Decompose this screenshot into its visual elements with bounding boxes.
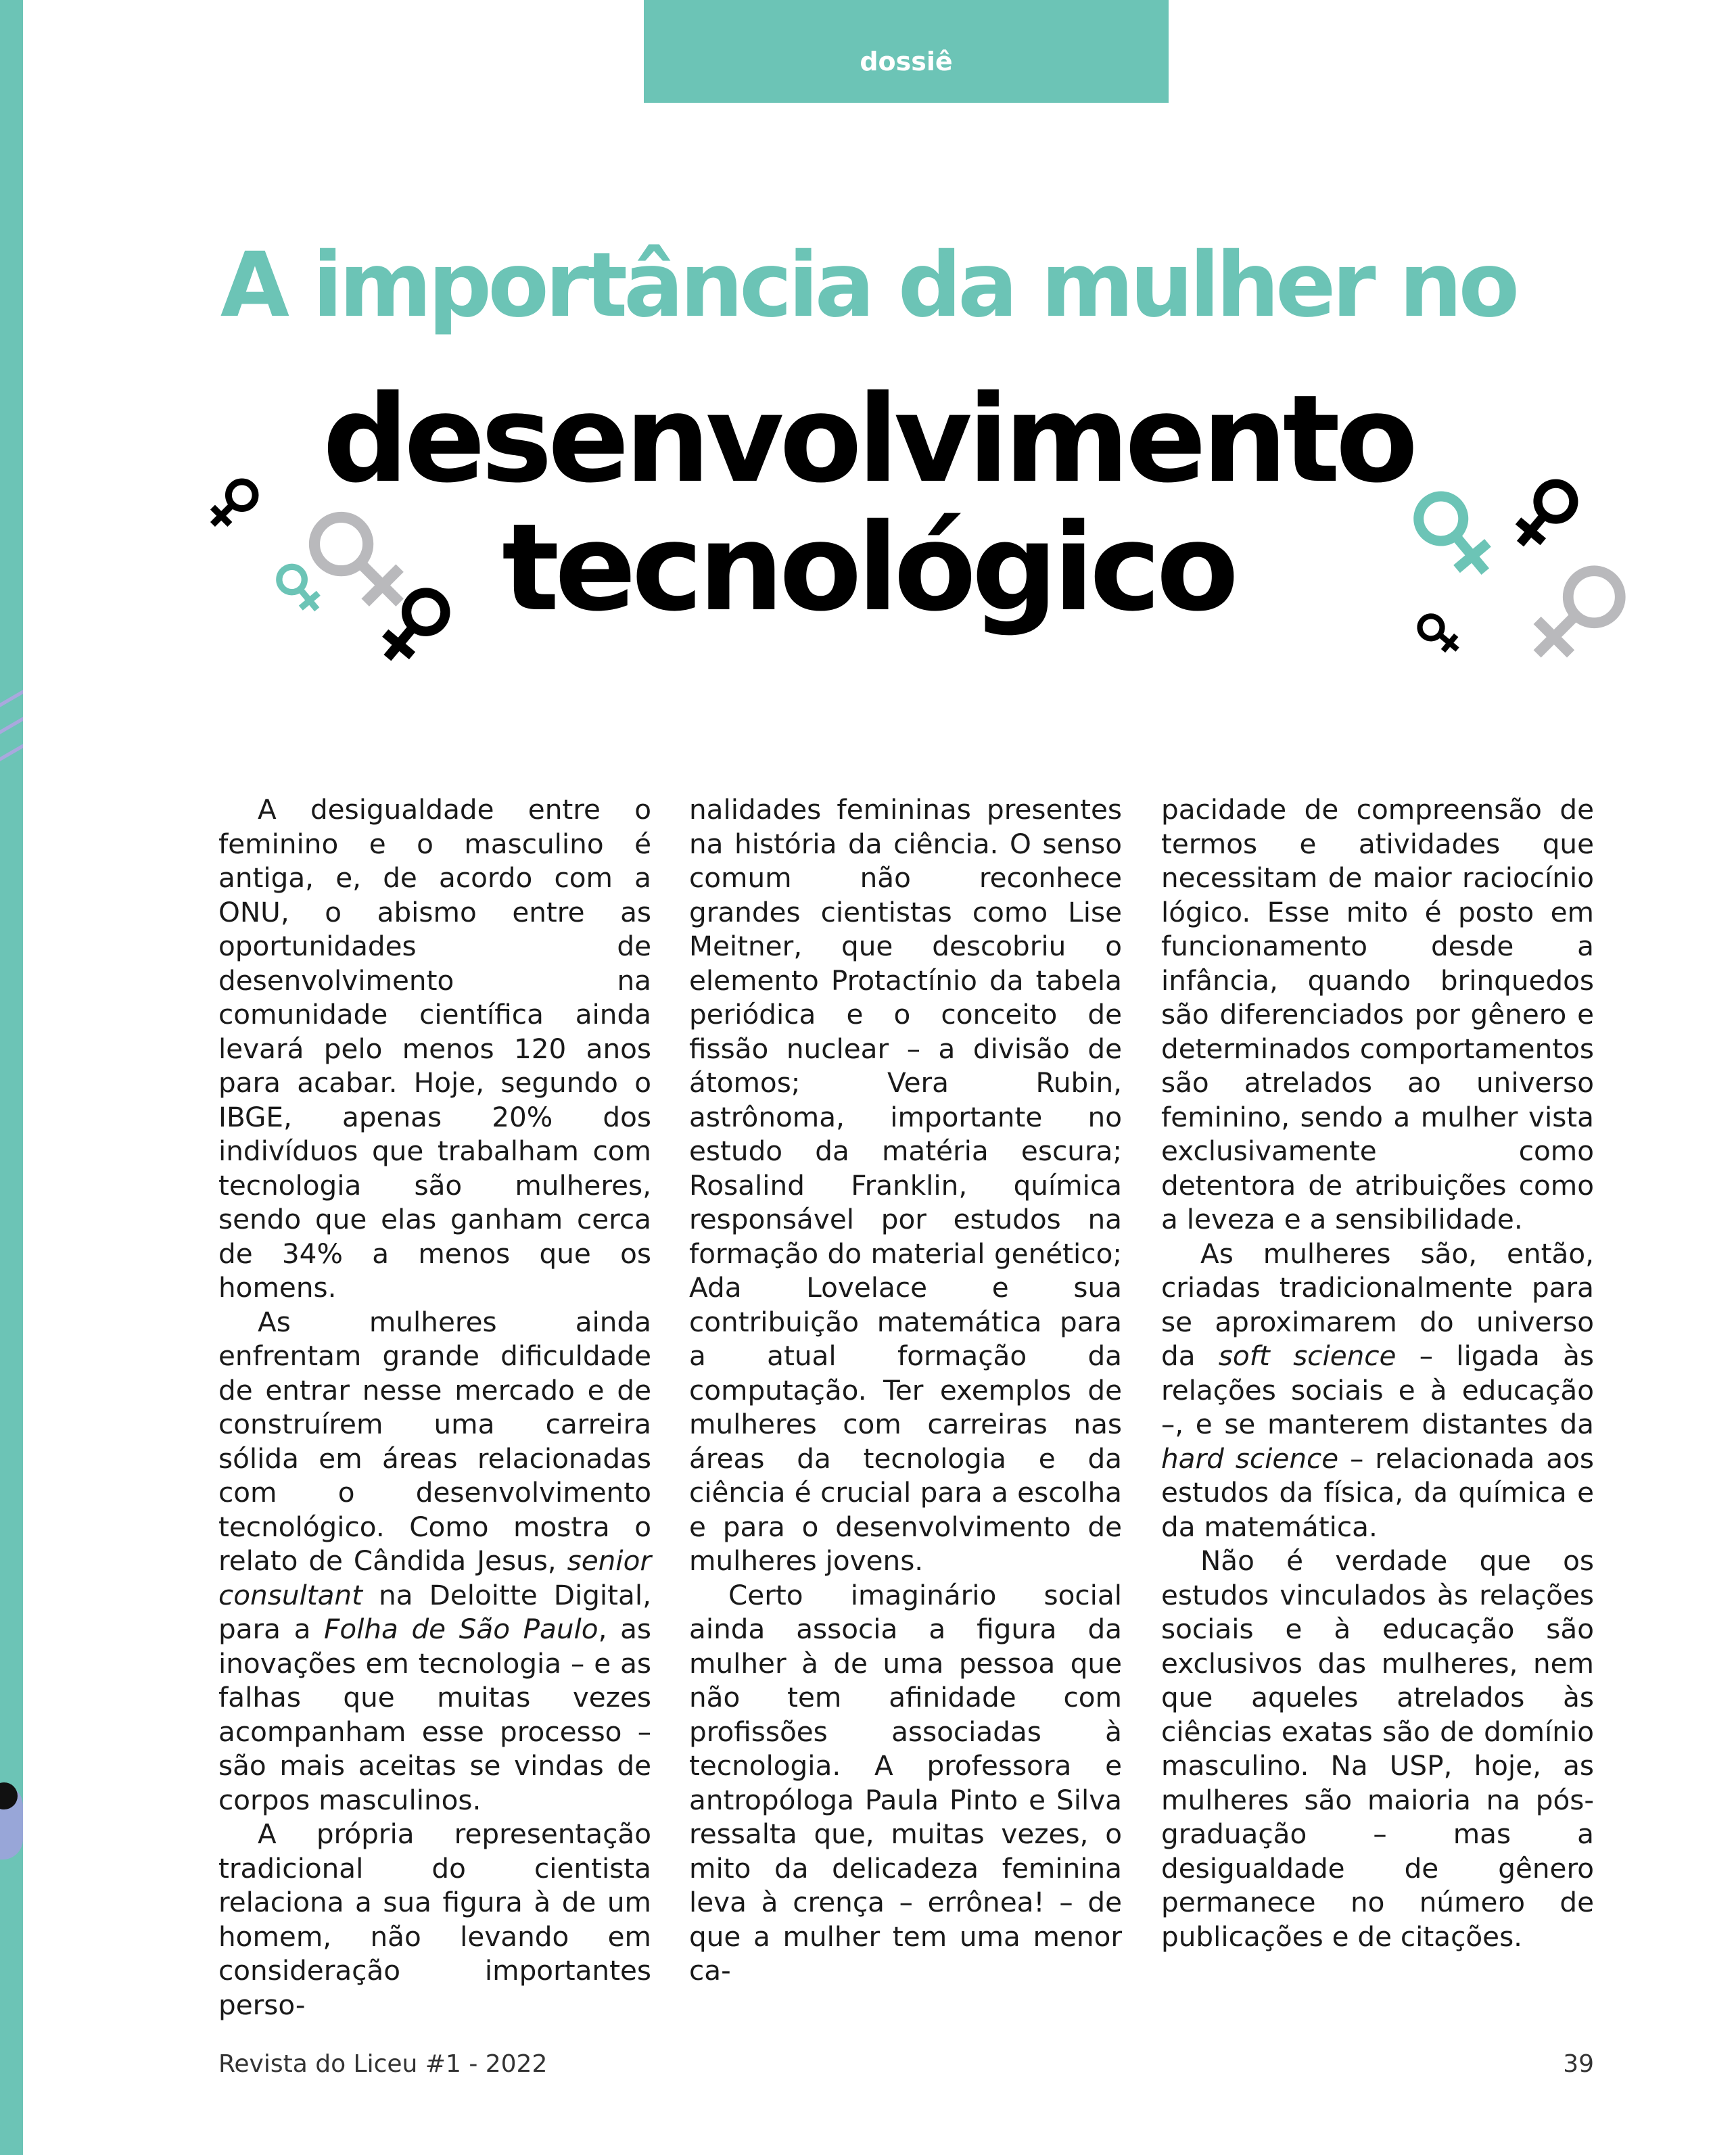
article-column-1 — [218, 792, 651, 2022]
female-symbol-icon — [1413, 609, 1464, 659]
paragraph: As mulheres são, então, criadas tradicionalmente para se aproximarem do universo da soft science – ligada às relações sociais e à educação –, e se manterem distantes da hard science – relacionada aos estudos da física, da química e da matemática. — [1161, 1237, 1594, 1543]
female-symbol-icon — [1518, 554, 1637, 673]
paragraph: Certo imaginário social ainda associa a figura da mulher à de uma pessoa que não tem afinidade com profissões associadas à tecnologia. A professora e antropóloga Paula Pinto e Silva ressalta que, muitas vezes, o mito da delicadeza feminina leva à crença – errônea! – de que a mulher tem uma menor ca- — [689, 1578, 1122, 1987]
article-title-line3: tecnológico — [502, 498, 1234, 638]
paragraph: nalidades femininas presentes na história da ciência. O senso comum não reconhece grandes cientistas como Lise Meitner, que descobriu o elemento Protactínio da tabela periódica e o conceito de fissão nuclear – a divisão de átomos; Vera Rubin, astrônoma, importante no estudo da matéria escura; Rosalind Franklin, química responsável por estudos na formação do material genético; Ada Lovelace e sua contribuição matemática para a atual formação da computação. Ter exemplos de mulheres com carreiras nas áreas da tecnologia e da ciência é crucial para a escolha e para o desenvolvimento de mulheres jovens. — [689, 793, 1122, 1577]
article-column-2 — [689, 792, 1122, 1988]
female-symbol-icon — [271, 551, 328, 625]
article-column-3 — [1161, 792, 1594, 1953]
paragraph: A própria representação tradicional do cientista relaciona a sua figura à de um homem, não levando em consideração importantes perso- — [218, 1818, 651, 2021]
paragraph: pacidade de compreensão de termos e atividades que necessitam de maior raciocínio lógico. Esse mito é posto em funcionamento desde a infância, quando brinquedos são diferenciados por gênero e determinados comportamentos são atrelados ao universo feminino, sendo a mulher vista exclusivamente como detentora de atribuições como a leveza e a sensibilidade. — [1161, 793, 1594, 1235]
footer-publication: Revista do Liceu #1 - 2022 — [218, 2050, 548, 2078]
female-symbol-icon — [1505, 473, 1586, 554]
section-tab-label: dossiê — [860, 47, 953, 76]
article-title-line2: desenvolvimento — [322, 369, 1414, 509]
female-symbol-icon — [203, 473, 264, 534]
female-symbol-icon — [371, 578, 459, 673]
article-title-line1: A importância da mulher no — [220, 233, 1516, 337]
section-tab — [644, 0, 1169, 103]
paragraph: Não é verdade que os estudos vinculados às relações sociais e à educação são exclusivos das mulheres, nem que aqueles atrelados às ciências exatas são de domínio masculino. Na USP, hoje, as mulheres são maioria na pós-graduação – mas a desigualdade de gênero permanece no número de publicações e de citações. — [1161, 1544, 1594, 1953]
paragraph: As mulheres ainda enfrentam grande dificuldade de entrar nesse mercado e de construírem uma carreira sólida em áreas relacionadas com o desenvolvimento tecnológico. Como mostra o relato de Cândida Jesus, senior consultant na Deloitte Digital, para a Folha de São Paulo, as inovações em tecnologia – e as falhas que muitas vezes acompanham esse processo – são mais aceitas se vindas de corpos masculinos. — [218, 1305, 651, 1816]
female-symbol-icon — [1403, 483, 1505, 585]
page-number: 39 — [1563, 2050, 1594, 2078]
paragraph: A desigualdade entre o feminino e o masculino é antiga, e, de acordo com a ONU, o abismo entre as oportunidades de desenvolvimento na comunidade científica ainda levará pelo menos 120 anos para acabar. Hoje, segundo o IBGE, apenas 20% dos indivíduos que trabalham com tecnologia são mulheres, sendo que elas ganham cerca de 34% a menos que os homens. — [218, 793, 651, 1304]
